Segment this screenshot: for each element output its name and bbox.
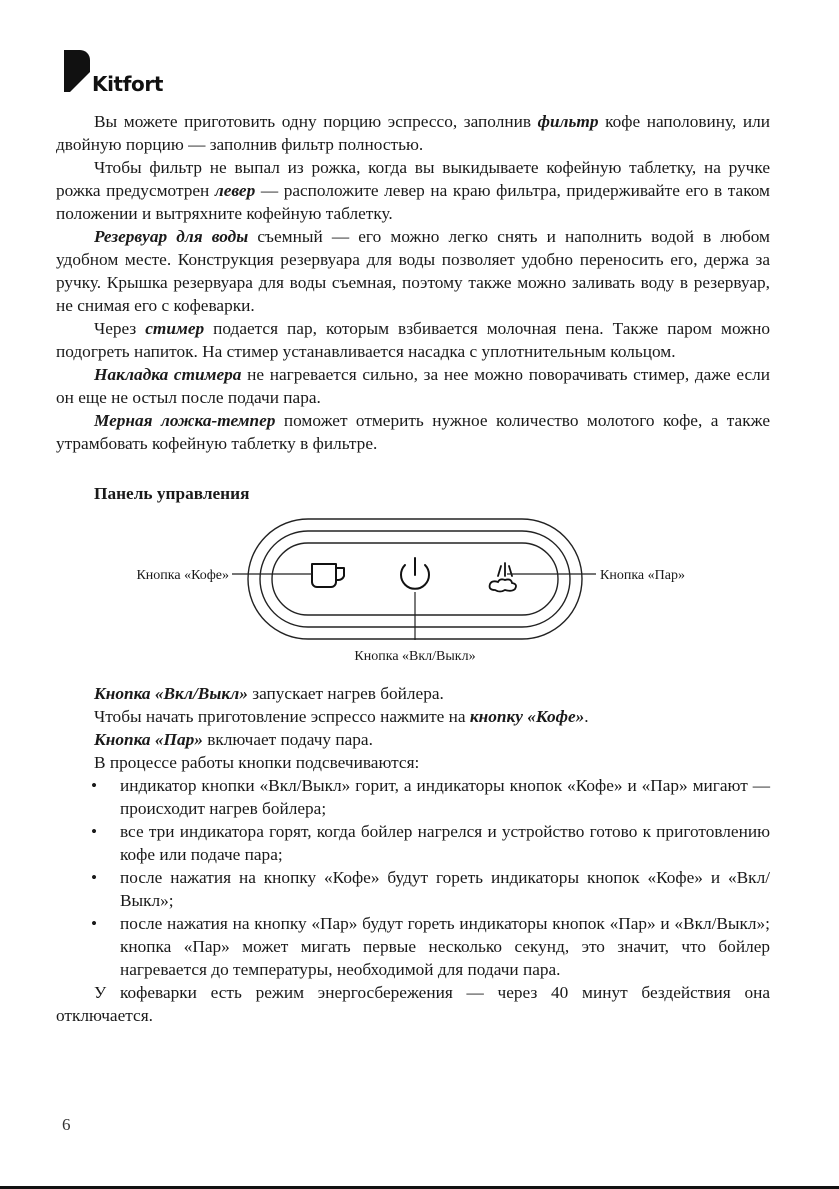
emphasized-term: Кнопка «Пар» <box>94 730 203 749</box>
paragraph: Накладка стимера не нагревается сильно, за нее можно поворачивать стимер, даже если он еще не остыл после подачи пара. <box>56 365 771 407</box>
emphasized-term: Резервуар для воды <box>94 227 249 246</box>
emphasized-term: Кнопка «Вкл/Выкл» <box>94 684 248 703</box>
kitfort-logo-mark-icon <box>62 48 92 94</box>
label-steam-button: Кнопка «Пар» <box>600 568 685 583</box>
emphasized-term: Мерная ложка-темпер <box>94 411 276 430</box>
list-item: • после нажатия на кнопку «Пар» будут гореть индикаторы кнопок «Пар» и «Вкл/Выкл»; кнопка «Пар» может мигать первые несколько секунд, это значит, что бойлер нагревается до температуры, необходимой для подачи пара. <box>91 914 770 979</box>
indicator-list <box>56 774 770 981</box>
closing-paragraph: У кофеварки есть режим энергосбережения — через 40 минут бездействия она отключается. <box>56 983 770 1025</box>
list-item: • после нажатия на кнопку «Кофе» будут гореть индикаторы кнопок «Кофе» и «Вкл/Выкл»; <box>91 868 770 910</box>
kitfort-brand-name: Kitfort <box>92 72 163 96</box>
emphasized-term: фильтр <box>537 112 599 131</box>
paragraph: Кнопка «Пар» включает подачу пара. <box>94 730 373 749</box>
emphasized-term: левер <box>214 181 256 200</box>
emphasized-term: кнопку «Кофе» <box>469 707 585 726</box>
list-item: • все три индикатора горят, когда бойлер нагрелся и устройство готово к приготовлению кофе или подаче пара; <box>91 822 770 864</box>
emphasized-term: стимер <box>145 319 205 338</box>
list-item: • индикатор кнопки «Вкл/Выкл» горит, а индикаторы кнопок «Кофе» и «Пар» мигают — происходит нагрев бойлера; <box>91 776 770 818</box>
paragraph: В процессе работы кнопки подсвечиваются: <box>94 753 420 772</box>
paragraph: Через стимер подается пар, которым взбивается молочная пена. Также паром можно подогреть напиток. На стимер устанавливается насадка с уплотнительным кольцом. <box>56 319 770 361</box>
panel-description-text <box>56 682 770 1027</box>
power-icon <box>401 558 429 589</box>
bullet: • <box>91 868 98 887</box>
section-title: Панель управления <box>94 484 250 503</box>
bullet: • <box>91 776 98 795</box>
paragraph: Кнопка «Вкл/Выкл» запускает нагрев бойлера. <box>94 684 444 703</box>
paragraph: Чтобы фильтр не выпал из рожка, когда вы выкидываете кофейную таблетку, на ручке рожка предусмотрен левер — расположите левер на краю фильтра, придерживайте его в таком положении и вытряхните кофейную таблетку. <box>56 158 770 223</box>
emphasized-term: Накладка стимера <box>94 365 242 384</box>
kitfort-logo <box>62 48 172 98</box>
label-power-button: Кнопка «Вкл/Выкл» <box>354 649 476 664</box>
control-panel-diagram <box>0 512 839 672</box>
paragraph: Резервуар для воды съемный — его можно легко снять и наполнить водой в любом удобном месте. Конструкция резервуара для воды позволяет удобно переносить его, держа за ручку. Крышка резервуара для воды съемная, поэтому также можно заливать воду в резервуар, не снимая его с кофеварки. <box>56 227 770 315</box>
page-number: 6 <box>62 1115 71 1134</box>
intro-text <box>56 110 770 455</box>
coffee-cup-icon <box>312 564 344 587</box>
paragraph: Чтобы начать приготовление эспрессо нажмите на кнопку «Кофе». <box>94 707 589 726</box>
bullet: • <box>91 914 98 933</box>
paragraph: Мерная ложка-темпер поможет отмерить нужное количество молотого кофе, а также утрамбовать кофейную таблетку в фильтре. <box>56 411 770 453</box>
label-coffee-button: Кнопка «Кофе» <box>136 568 229 583</box>
bullet: • <box>91 822 98 841</box>
steam-icon <box>490 563 516 592</box>
paragraph: Вы можете приготовить одну порцию эспрессо, заполнив фильтр кофе наполовину, или двойную порцию — заполнив фильтр полностью. <box>56 112 770 154</box>
